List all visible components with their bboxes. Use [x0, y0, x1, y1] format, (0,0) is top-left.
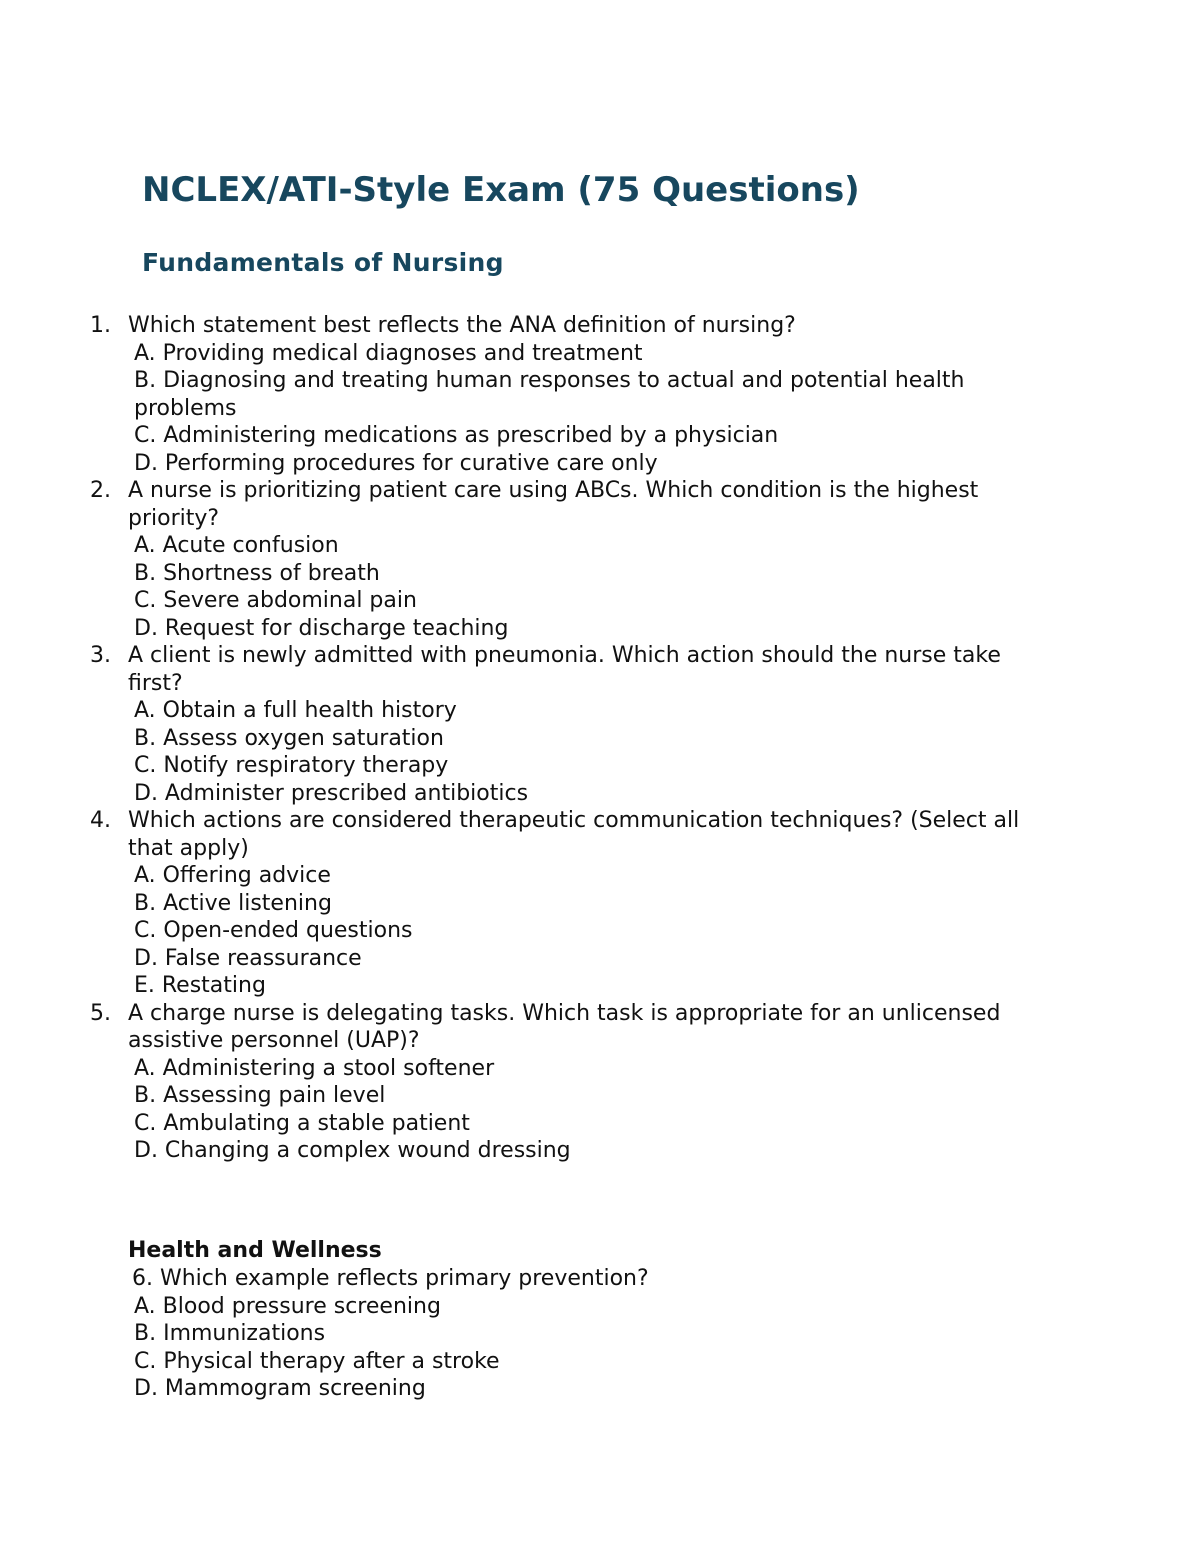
question-6	[0, 1265, 1200, 1403]
question-stem: A client is newly admitted with pneumonia. Which action should the nurse take first?	[128, 643, 1001, 696]
answer-option: A. Acute confusion	[134, 533, 339, 558]
answer-option: C. Notify respiratory therapy	[134, 753, 449, 778]
answer-option: C. Open-ended questions	[134, 918, 413, 943]
answer-option: A. Administering a stool softener	[134, 1055, 495, 1081]
answer-option: C. Physical therapy after a stroke	[134, 1348, 500, 1374]
answer-option: B. Immunizations	[134, 1321, 326, 1346]
question-1	[0, 312, 1200, 477]
answer-option: C. Severe abdominal pain	[134, 588, 417, 613]
question-list	[0, 312, 1200, 1165]
answer-option: D. Administer prescribed antibiotics	[134, 780, 529, 806]
document-title: NCLEX/ATI-Style Exam (75 Questions)	[142, 170, 860, 210]
section-heading-fundamentals: Fundamentals of Nursing	[142, 248, 504, 277]
answer-option: D. Changing a complex wound dressing	[134, 1138, 571, 1163]
question-5	[0, 1000, 1200, 1165]
section-heading-health-wellness: Health and Wellness	[128, 1238, 382, 1263]
question-stem: 6. Which example reflects primary prevention?	[132, 1266, 649, 1291]
question-number: 1.	[90, 313, 111, 338]
answer-option: D. Performing procedures for curative care only	[134, 450, 658, 476]
answer-option: C. Administering medications as prescribed by a physician	[134, 423, 779, 448]
answer-option: A. Blood pressure screening	[134, 1293, 441, 1319]
answer-option: B. Shortness of breath	[134, 560, 380, 586]
answer-option: B. Assess oxygen saturation	[134, 725, 444, 751]
answer-option: D. Mammogram screening	[134, 1376, 426, 1401]
answer-option: E. Restating	[134, 973, 266, 998]
answer-option: B. Diagnosing and treating human responses to actual and potential health problems	[134, 368, 965, 421]
question-number: 4.	[90, 808, 111, 833]
answer-option: B. Assessing pain level	[134, 1083, 386, 1108]
question-4	[0, 807, 1200, 1000]
question-2	[0, 477, 1200, 642]
question-number: 2.	[90, 478, 111, 503]
question-stem: A charge nurse is delegating tasks. Which task is appropriate for an unlicensed assistive personnel (UAP)?	[128, 1000, 1001, 1053]
answer-option: A. Offering advice	[134, 863, 331, 888]
question-stem: Which actions are considered therapeutic communication techniques? (Select all that apply)	[128, 808, 1020, 861]
answer-option: B. Active listening	[134, 890, 332, 916]
answer-option: D. False reassurance	[134, 945, 362, 971]
question-stem: Which statement best reflects the ANA definition of nursing?	[128, 313, 796, 338]
answer-option: A. Obtain a full health history	[134, 698, 457, 723]
question-number: 3.	[90, 643, 111, 668]
question-number: 5.	[90, 1000, 111, 1026]
answer-option: C. Ambulating a stable patient	[134, 1110, 470, 1136]
question-stem: A nurse is prioritizing patient care using ABCs. Which condition is the highest priority?	[128, 478, 979, 531]
question-3	[0, 642, 1200, 807]
answer-option: A. Providing medical diagnoses and treatment	[134, 340, 643, 366]
answer-option: D. Request for discharge teaching	[134, 615, 509, 641]
